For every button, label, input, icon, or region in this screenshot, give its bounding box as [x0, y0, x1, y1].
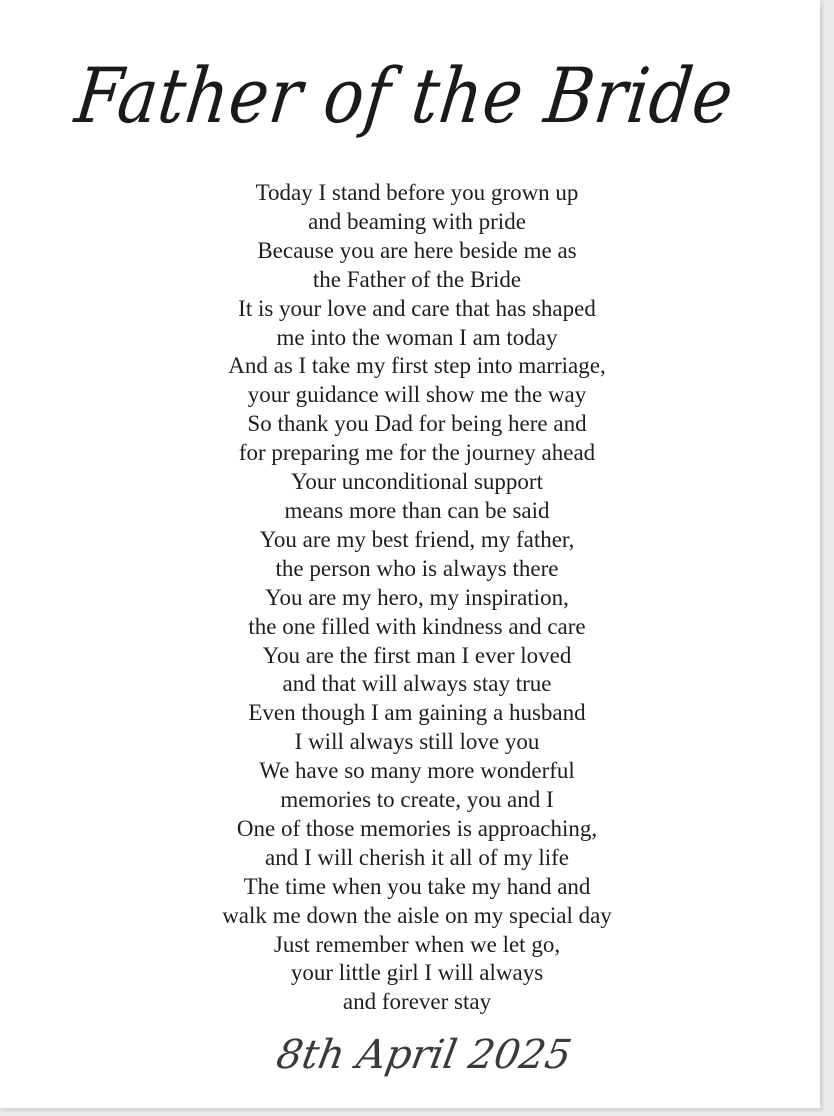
poem-line: So thank you Dad for being here and	[247, 411, 587, 437]
poem-line: We have so many more wonderful	[259, 758, 575, 784]
poem-line: Your unconditional support	[291, 469, 543, 495]
poem-line: the one filled with kindness and care	[248, 613, 586, 639]
poem-line: memories to create, you and I	[280, 787, 554, 813]
poem-line: and beaming with pride	[308, 208, 526, 234]
poem-line: You are my hero, my inspiration,	[265, 584, 569, 610]
poem-date: 8th April 2025	[273, 1032, 575, 1078]
poem-line: and I will cherish it all of my life	[264, 844, 570, 870]
poem-line: your guidance will show me the way	[247, 382, 587, 408]
poem-line: your little girl I will always	[290, 960, 544, 986]
poem-line: The time when you take my hand and	[243, 873, 591, 899]
poem-line: Even though I am gaining a husband	[248, 700, 586, 726]
poem-line: Just remember when we let go,	[273, 931, 561, 957]
poem-line: And as I take my first step into marriage,	[228, 353, 606, 379]
poem-line: the person who is always there	[275, 555, 559, 581]
poem-line: and forever stay	[342, 989, 492, 1015]
poem-line: I will always still love you	[294, 729, 540, 755]
poem-line: the Father of the Bride	[312, 266, 522, 292]
poem-line: One of those memories is approaching,	[236, 815, 598, 841]
poem-line: Because you are here beside me as	[257, 237, 577, 263]
poem-title: Father of the Bride	[70, 52, 739, 141]
poem-line: means more than can be said	[284, 497, 550, 523]
poem-line: walk me down the aisle on my special day	[222, 902, 612, 928]
poem-line: and that will always stay true	[282, 671, 552, 697]
poem-line: It is your love and care that has shaped	[238, 295, 596, 321]
poem-line: You are my best friend, my father,	[259, 526, 575, 552]
poem-line: for preparing me for the journey ahead	[238, 440, 596, 466]
poem-line: You are the first man I ever loved	[262, 642, 572, 668]
poem-line: Today I stand before you grown up	[255, 180, 579, 205]
poem-body	[0, 179, 834, 1017]
poem-line: me into the woman I am today	[276, 324, 558, 350]
